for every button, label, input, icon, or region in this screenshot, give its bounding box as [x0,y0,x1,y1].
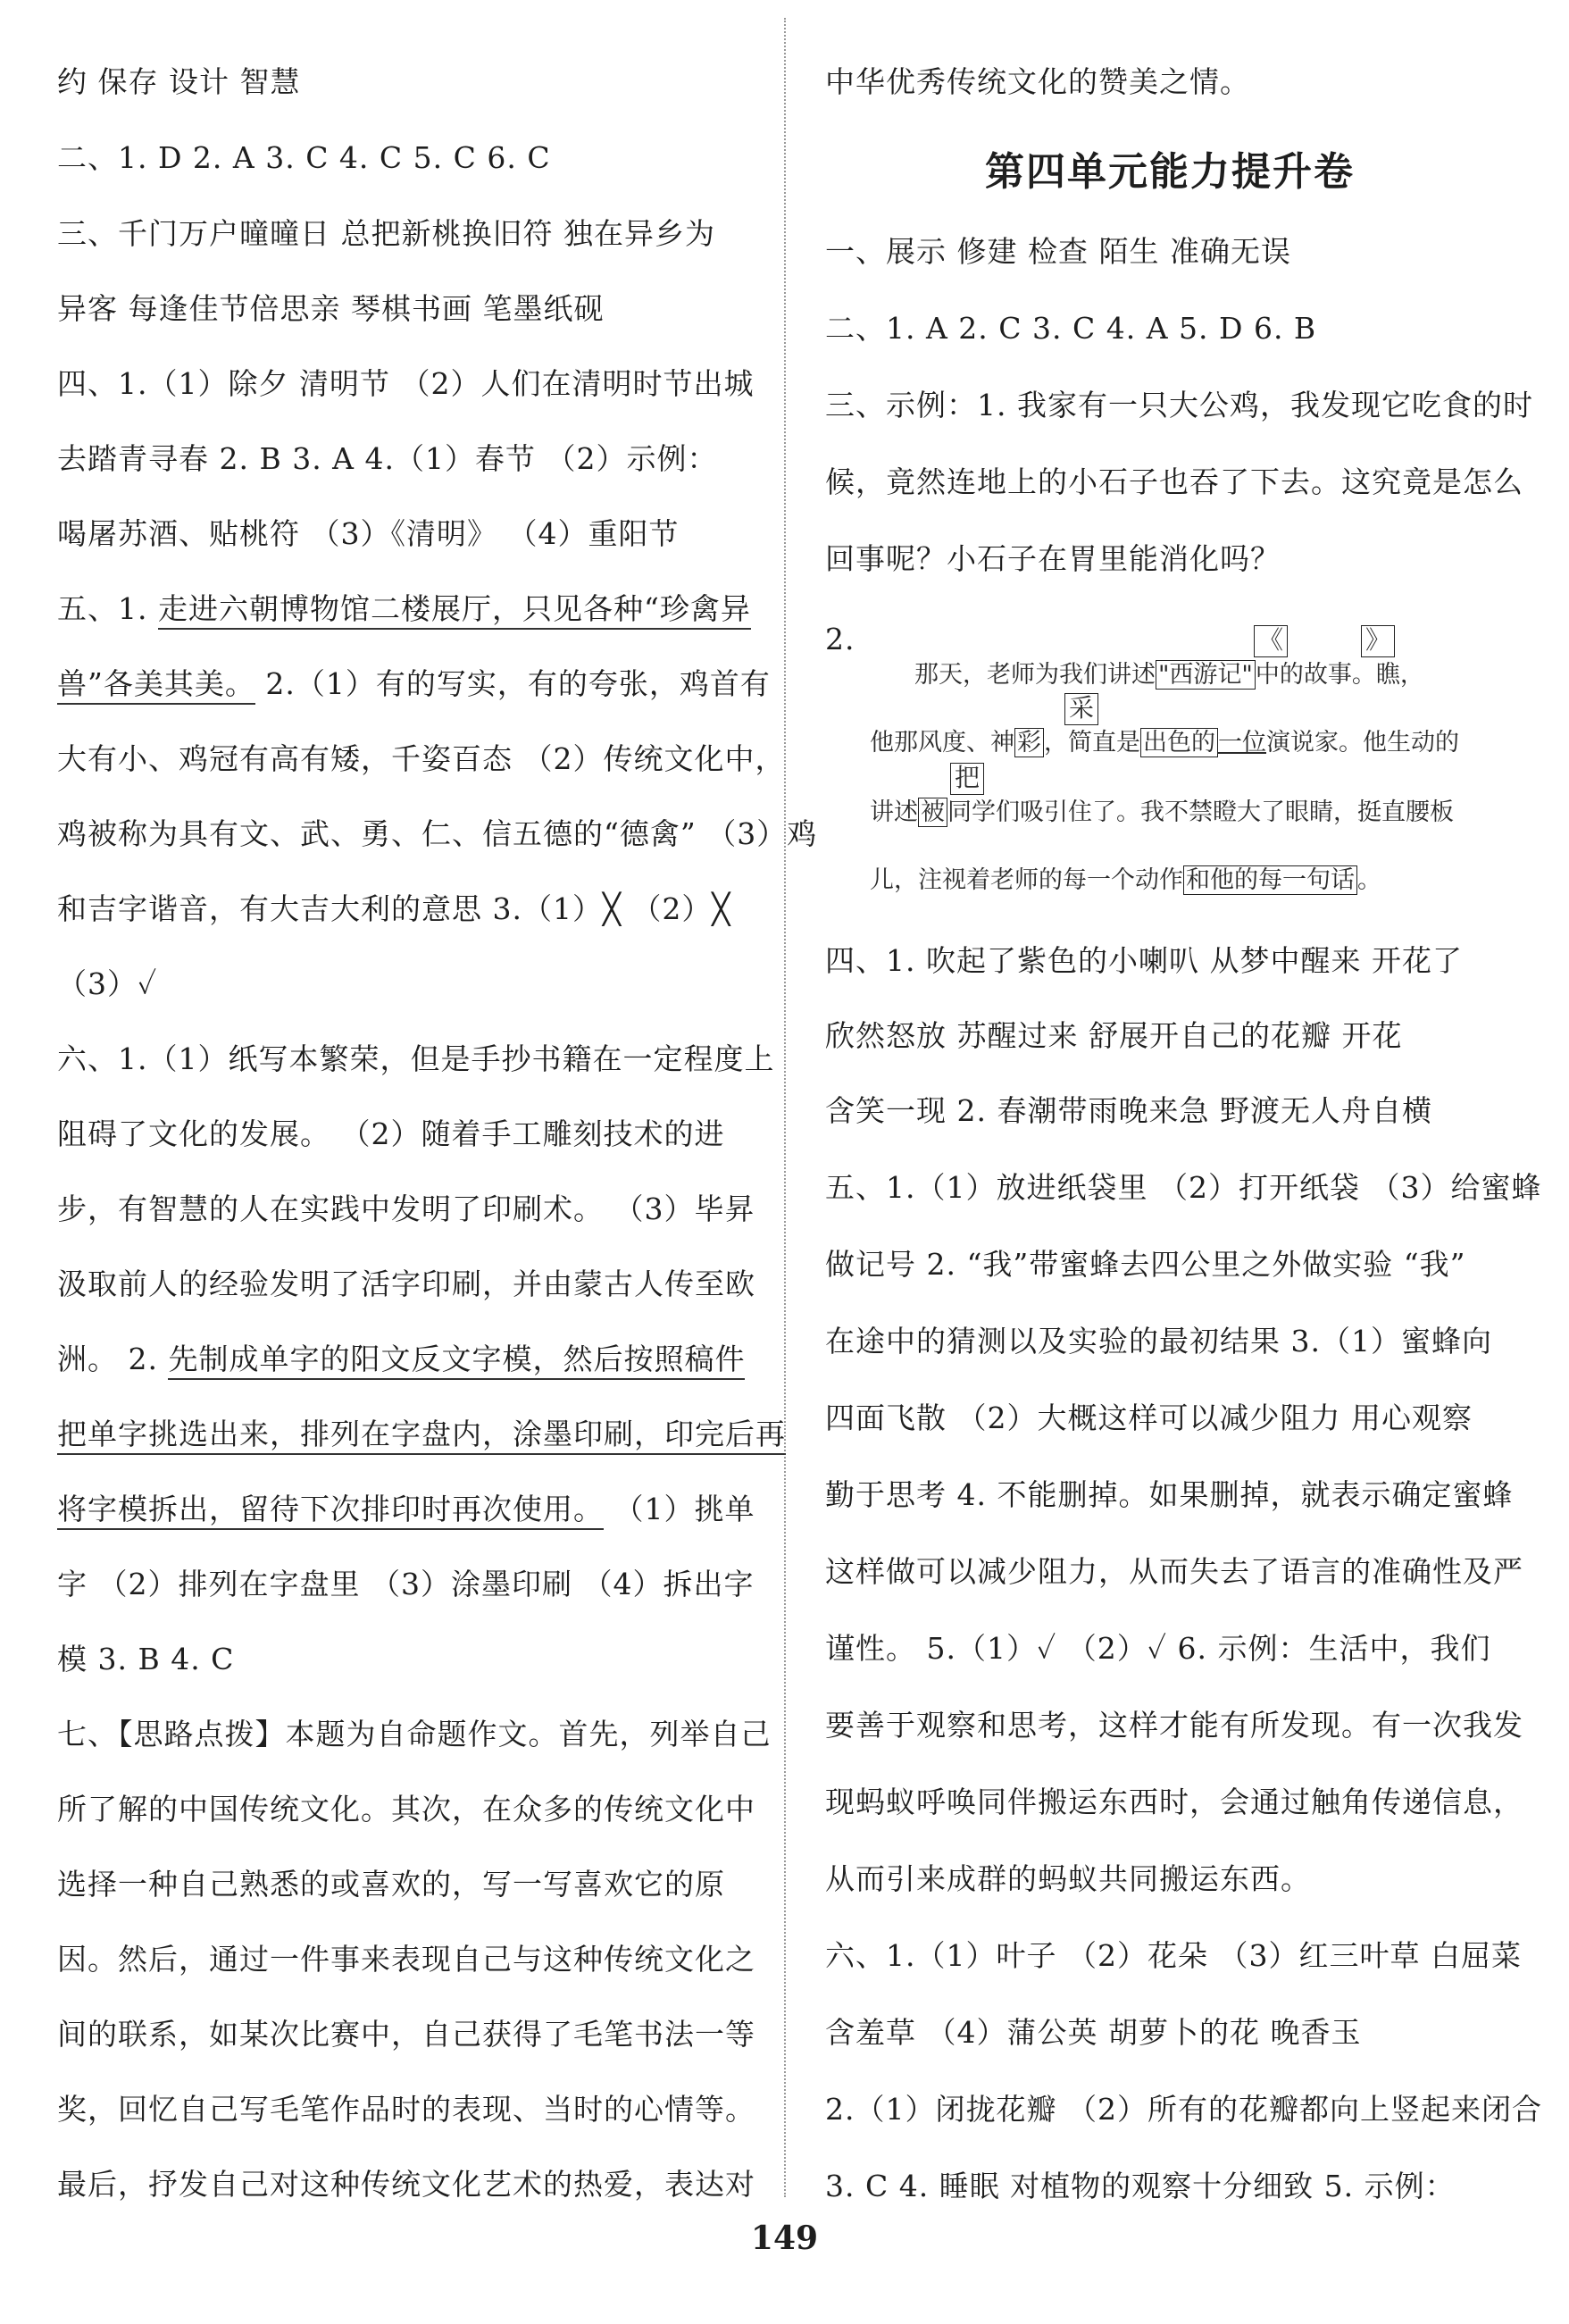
answer-line: 这样做可以减少阻力，从而失去了语言的准确性及严 [825,1554,1523,1589]
answer-line: 四、1. 吹起了紫色的小喇叭 从梦中醒来 开花了 [825,943,1463,978]
boxed-text: 和他的每一句话 [1183,865,1357,895]
answer-line: 奖，回忆自己写毛笔作品时的表现、当时的心情等。 [57,2092,755,2127]
answer-line [57,1483,755,1536]
answer-line: 候，竟然连地上的小石子也吞了下去。这究竟是怎么 [825,464,1523,499]
answer-line: 欣然怒放 苏醒过来 舒展开自己的花瓣 开花 [825,1018,1403,1053]
answer-line: 所了解的中国传统文化。其次，在众多的传统文化中 [57,1792,755,1827]
answer-line: 字 （2）排列在字盘里 （3）涂墨印刷 （4）拆出字 [57,1567,755,1601]
underlined-answer: 先制成单字的阳文反文字模，然后按照稿件 [168,1342,745,1380]
underlined-answer: 兽”各美其美。 [57,666,255,705]
answer-line: 大有小、鸡冠有高有矮，千姿百态 （2）传统文化中， [57,741,786,776]
answer-line: 在途中的猜测以及实验的最初结果 3.（1）蜜蜂向 [825,1324,1492,1358]
answer-line: 最后，抒发自己对这种传统文化艺术的热爱，表达对 [57,2167,755,2202]
answer-line: 四、1.（1）除夕 清明节 （2）人们在清明时节出城 [57,366,755,401]
insert-mark: 》 [1361,625,1395,657]
answer-line: 鸡被称为具有文、武、勇、仁、信五德的“德禽” （3）鸡 [57,816,818,851]
edit-line [870,795,1454,831]
answer-line: 现蚂蚁呼唤同伴搬运东西时，会通过触角传递信息， [825,1785,1523,1819]
answer-line: 模 3. B 4. C [57,1642,235,1676]
answer-line: 回事呢？小石子在胃里能消化吗？ [825,541,1281,576]
answer-line: 二、1. A 2. C 3. C 4. A 5. D 6. B [825,311,1317,346]
underlined-answer: 把单字挑选出来，排列在字盘内，涂墨印刷，印完后再 [57,1417,786,1455]
section-title: 第四单元能力提升卷 [985,149,1355,195]
answer-line: 七、【思路点拨】本题为自命题作文。首先，列举自己 [57,1717,772,1751]
edit-text: 中的故事。瞧， [1255,661,1424,689]
answer-line: 去踏青寻春 2. B 3. A 4.（1）春节 （2）示例： [57,441,718,476]
page-number: 149 [750,2220,819,2257]
edit-text: 同学们吸引住了。我不禁瞪大了眼睛，挺直腰板 [947,798,1454,826]
edit-line [914,657,1424,693]
answer-line: 步，有智慧的人在实践中发明了印刷术。 （3）毕昇 [57,1191,755,1226]
edit-line [870,725,1459,761]
boxed-text: 彩 [1014,728,1044,757]
answer-line: 谨性。 5.（1）✓ （2）✓ 6. 示例：生活中，我们 [825,1631,1491,1666]
edit-text: 讲述 [870,798,918,826]
boxed-text: "西游记" [1156,660,1256,690]
answer-line: 2.（1）闭拢花瓣 （2）所有的花瓣都向上竖起来闭合 [825,2092,1542,2127]
edit-text: ，简直是 [1044,729,1140,757]
answer-line: 含笑一现 2. 春潮带雨晚来急 野渡无人舟自横 [825,1093,1432,1128]
answer-line: 勤于思考 4. 不能删掉。如果删掉，就表示确定蜜蜂 [825,1477,1514,1512]
answer-line [57,657,771,711]
answer-line: 要善于观察和思考，这样才能有所发现。有一次我发 [825,1708,1523,1743]
edit-text: 儿，注视着老师的每一个动作 [870,866,1183,894]
answer-line [57,1333,745,1386]
question-number: 2. [825,622,855,656]
answer-line: 约 保存 设计 智慧 [57,64,301,99]
answer-line: 含羞草 （4）蒲公英 胡萝卜的花 晚香玉 [825,2015,1362,2050]
answer-line: 汲取前人的经验发明了活字印刷，并由蒙古人传至欧 [57,1266,755,1301]
edit-text: 。 [1357,866,1381,894]
answer-line: 六、1.（1）叶子 （2）花朵 （3）红三叶草 白屈菜 [825,1938,1522,1973]
answer-text: 洲。 2. [57,1342,169,1376]
answer-line: 一、展示 修建 检查 陌生 准确无误 [825,234,1291,269]
answer-line: 从而引来成群的蚂蚁共同搬运东西。 [825,1861,1311,1896]
boxed-text: 被 [918,798,947,827]
underlined-answer: 走进六朝博物馆二楼展厅，只见各种“珍禽异 [158,591,751,630]
replace-mark: 把 [950,763,984,795]
answer-line: 六、1.（1）纸写本繁荣，但是手抄书籍在一定程度上 [57,1041,775,1076]
answer-line: 三、示例：1. 我家有一只大公鸡，我发现它吃食的时 [825,388,1533,422]
edit-text: 那天，老师为我们讲述 [914,661,1156,689]
answer-line: 因。然后，通过一件事来表现自己与这种传统文化之 [57,1942,755,1977]
answer-line: 做记号 2. “我”带蜜蜂去四公里之外做实验 “我” [825,1247,1466,1282]
answer-text: （1）挑单 [604,1492,755,1526]
answer-line: 异客 每逢佳节倍思亲 琴棋书画 笔墨纸砚 [57,291,605,326]
answer-line: 阻碍了文化的发展。 （2）随着手工雕刻技术的进 [57,1116,725,1151]
answer-line [57,582,751,636]
proofreading-figure [870,616,1495,902]
column-divider [784,18,786,2197]
answer-line: 和吉字谐音，有大吉大利的意思 3.（1）╳ （2）╳ [57,891,731,926]
edit-line [870,863,1381,899]
replace-mark: 采 [1064,693,1098,725]
answer-line: 3. C 4. 睡眠 对植物的观察十分细致 5. 示例： [825,2169,1456,2203]
answer-line: 五、1.（1）放进纸袋里 （2）打开纸袋 （3）给蜜蜂 [825,1170,1542,1205]
edit-text: 他那风度、神 [870,729,1014,757]
underlined-answer: 将字模拆出，留待下次排印时再次使用。 [57,1492,604,1530]
answer-line: （3）✓ [57,966,158,1001]
answer-line: 中华优秀传统文化的赞美之情。 [825,64,1250,99]
answer-line: 喝屠苏酒、贴桃符 （3）《清明》 （4）重阳节 [57,516,680,551]
answer-line: 选择一种自己熟悉的或喜欢的，写一写喜欢它的原 [57,1867,725,1902]
answer-line: 四面飞散 （2）大概这样可以减少阻力 用心观察 [825,1400,1473,1435]
answer-line: 三、千门万户曈曈日 总把新桃换旧符 独在异乡为 [57,216,715,251]
answer-text: 五、1. [57,591,158,626]
answer-line: 间的联系，如某次比赛中，自己获得了毛笔书法一等 [57,2017,755,2052]
answer-text: 2.（1）有的写实，有的夸张，鸡首有 [255,666,771,701]
insert-mark: 《 [1254,625,1288,657]
answer-line [57,1408,786,1461]
moved-text: 一位 [1218,729,1266,757]
edit-text: 演说家。他生动的 [1266,729,1459,757]
answer-line: 二、1. D 2. A 3. C 4. C 5. C 6. C [57,140,551,175]
boxed-text: 出色的 [1140,728,1218,757]
